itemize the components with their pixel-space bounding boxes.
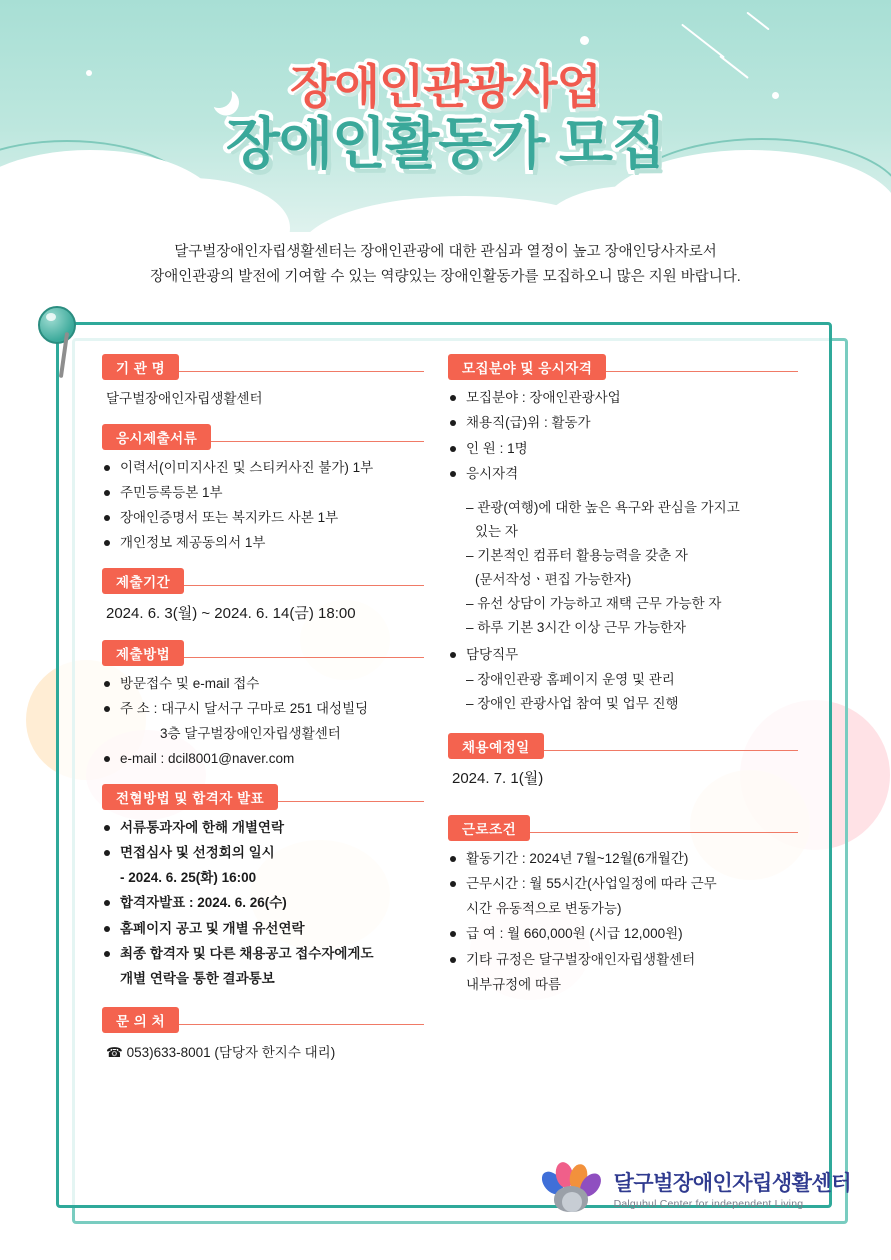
recruit-list [448, 388, 798, 484]
hire-date-value: 2024. 7. 1(월) [452, 769, 544, 787]
right-column [434, 322, 826, 1202]
list-item: 주민등록등본 1부 [102, 483, 424, 503]
work-time-second-line: 시간 유동적으로 변동가능) [466, 901, 622, 917]
interview-date: - 2024. 6. 25(화) 16:00 [120, 870, 257, 886]
section-heading-label: 제출기간 [102, 568, 184, 594]
logo-flower-icon [542, 1162, 604, 1214]
list-item: 장애인증명서 또는 복지카드 사본 1부 [102, 508, 424, 528]
section-heading-period [102, 568, 424, 592]
intro-line-1: 달구벌장애인자립생활센터는 장애인관광에 대한 관심과 열정이 높고 장애인당사자로서 [174, 244, 717, 260]
section-conditions [448, 815, 798, 996]
list-item: e-mail : dcil8001@naver.com [102, 749, 424, 769]
section-selection [102, 784, 424, 990]
address-second-line: 3층 달구벌장애인자립생활센터 [160, 726, 341, 742]
qualification-line: – 관광(여행)에 대한 높은 욕구와 관심을 가지고 [466, 500, 740, 515]
contact-phone: ☎ 053)633-8001 (담당자 한지수 대리) [106, 1045, 336, 1061]
list-item: 개인정보 제공동의서 1부 [102, 533, 424, 553]
documents-list [102, 458, 424, 554]
poster-title-line1: 장애인관광사업 [290, 60, 601, 113]
conditions-list [448, 849, 798, 996]
list-item: 합격자발표 : 2024. 6. 26(수) [102, 893, 424, 913]
qualification-line: – 기본적인 컴퓨터 활용능력을 갖춘 자 [466, 547, 688, 563]
logo-name-ko: 달구벌장애인자립생활센터 [613, 1171, 851, 1195]
list-item: 채용직(급)위 : 활동가 [448, 413, 798, 433]
section-heading-organization [102, 354, 424, 378]
list-item: 모집분야 : 장애인관광사업 [448, 388, 798, 408]
poster-title-line2: 장애인활동가 모집 [225, 112, 666, 176]
section-heading-recruit [448, 354, 798, 378]
list-item: 급 여 : 월 660,000원 (시급 12,000원) [448, 924, 798, 944]
duty-line: – 장애인 관광사업 참여 및 업무 진행 [466, 695, 679, 711]
list-item: 근무시간 : 월 55시간(사업일정에 따라 근무 [448, 874, 798, 894]
list-item: 방문접수 및 e-mail 접수 [102, 674, 424, 694]
section-heading-label: 전혐방법 및 합격자 발표 [102, 784, 278, 810]
section-heading-label: 응시제출서류 [102, 424, 211, 450]
etc-second-line: 내부규정에 따름 [466, 976, 562, 992]
section-heading-label: 문 의 처 [102, 1007, 179, 1033]
section-heading-label: 모집분야 및 응시자격 [448, 354, 606, 380]
section-heading-label: 기 관 명 [102, 354, 179, 380]
section-documents [102, 424, 424, 554]
section-heading-contact [102, 1007, 424, 1031]
list-item: 주 소 : 대구시 달서구 구마로 251 대성빌딩 [102, 699, 424, 719]
star-icon [580, 36, 589, 45]
pushpin-icon [38, 306, 76, 344]
section-heading-documents [102, 424, 424, 448]
section-period [102, 568, 424, 626]
content-columns [56, 322, 826, 1202]
list-item: 면접심사 및 선정회의 일시 [102, 843, 424, 863]
shooting-star-icon [681, 24, 725, 59]
section-organization [102, 354, 424, 410]
logo-name-en: Dalgubul Center for independent Living [613, 1197, 804, 1210]
section-heading-label: 제출방법 [102, 640, 184, 666]
logo-text [614, 1167, 851, 1210]
section-hire-date [448, 733, 798, 791]
list-item: 서류통과자에 한해 개별연락 [102, 818, 424, 838]
organization-value: 달구벌장애인자립생활센터 [106, 391, 263, 406]
list-item: 인 원 : 1명 [448, 439, 798, 459]
section-contact [102, 1007, 424, 1061]
selection-list [102, 818, 424, 990]
list-item: 활동기간 : 2024년 7월~12월(6개월간) [448, 849, 798, 869]
qualification-line: (문서작성ㆍ편집 가능한자) [475, 571, 632, 587]
list-item: 최종 합격자 및 다른 채용공고 접수자에게도 [102, 944, 424, 964]
section-heading-selection [102, 784, 424, 808]
list-item: 응시자격 [448, 464, 798, 484]
list-item: 담당직무 [448, 645, 798, 665]
duty-line: – 장애인관광 홈페이지 운영 및 관리 [466, 671, 675, 687]
section-method [102, 640, 424, 770]
poster-title [0, 62, 891, 174]
period-value: 2024. 6. 3(월) ~ 2024. 6. 14(금) 18:00 [106, 604, 356, 622]
list-item: 이력서(이미지사진 및 스티커사진 불가) 1부 [102, 458, 424, 478]
method-list [102, 674, 424, 770]
shooting-star-icon [746, 12, 769, 31]
result-notice-second-line: 개별 연락을 통한 결과통보 [120, 971, 275, 987]
section-heading-label: 채용예정일 [448, 733, 544, 759]
list-item: 홈페이지 공고 및 개별 유선연락 [102, 919, 424, 939]
duty-label-list [448, 645, 798, 665]
section-heading-hire-date [448, 733, 798, 757]
section-heading-label: 근로조건 [448, 815, 530, 841]
poster-intro [0, 240, 891, 291]
section-recruit [448, 354, 798, 715]
qualification-line: 있는 자 [475, 523, 518, 539]
list-item: 기타 규정은 달구벌장애인자립생활센터 [448, 950, 798, 970]
qualification-line: – 유선 상담이 가능하고 재택 근무 가능한 자 [466, 595, 722, 611]
qualification-line: – 하루 기본 3시간 이상 근무 가능한자 [466, 619, 687, 635]
left-column [56, 322, 434, 1202]
section-heading-method [102, 640, 424, 664]
intro-line-2: 장애인관광의 발전에 기여할 수 있는 역량있는 장애인활동가를 모집하오니 많은 지원 바랍니다. [150, 269, 741, 286]
organization-logo [542, 1162, 851, 1214]
section-heading-conditions [448, 815, 798, 839]
